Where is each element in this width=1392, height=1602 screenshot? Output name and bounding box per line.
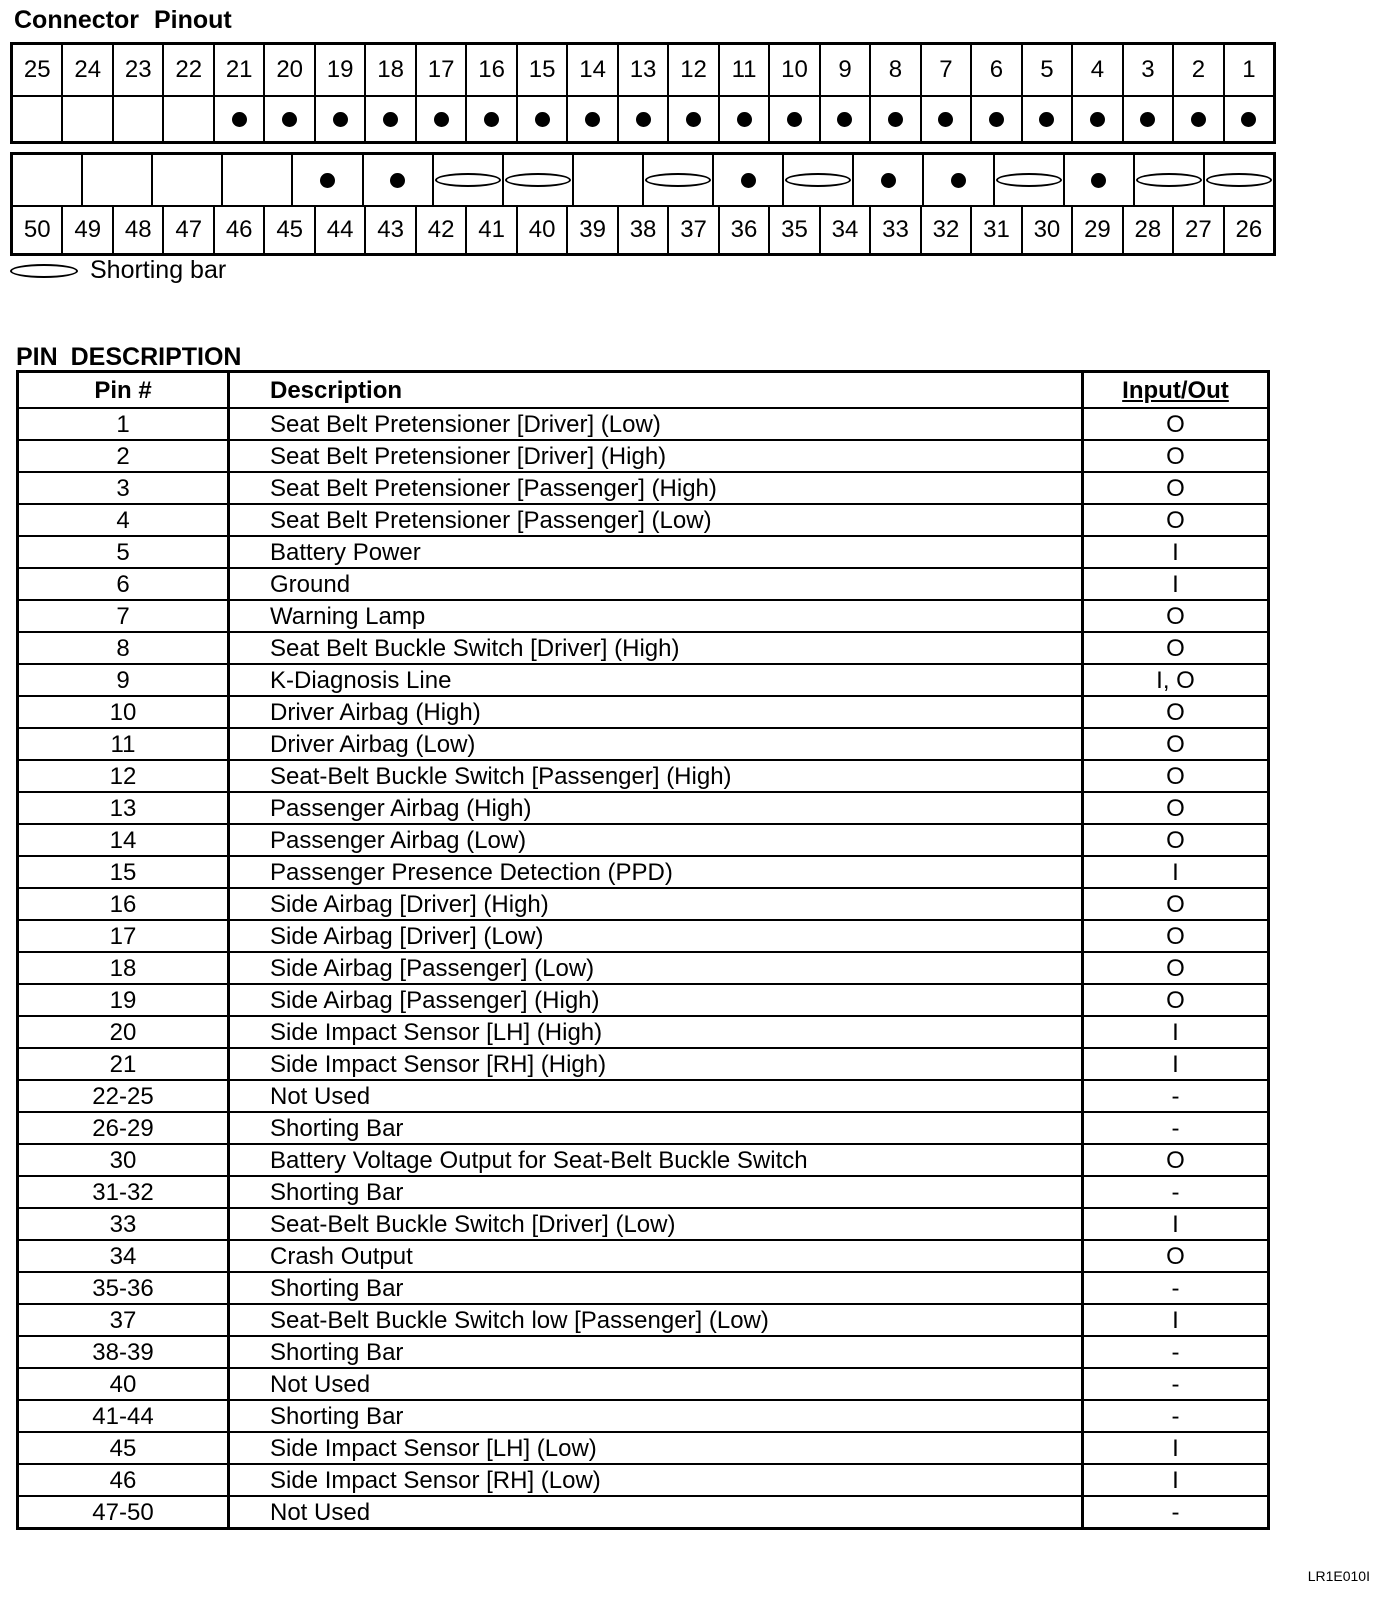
description-cell: Shorting Bar <box>229 1400 1083 1432</box>
pin-number: 23 <box>114 45 164 95</box>
shorting-bar-icon <box>435 173 501 187</box>
pin-number: 33 <box>871 207 921 253</box>
pin-dot-icon <box>881 173 896 188</box>
pin-cell: 31-32 <box>18 1176 229 1208</box>
shorting-bar-cell <box>1135 155 1205 205</box>
table-row <box>18 920 1269 952</box>
pin-number: 32 <box>922 207 972 253</box>
pin-number: 31 <box>972 207 1022 253</box>
pin-mark-cell <box>467 97 517 141</box>
io-cell: I <box>1083 536 1269 568</box>
pin-dot-icon <box>232 112 247 127</box>
pin-mark-cell <box>518 97 568 141</box>
table-body <box>18 408 1269 1529</box>
shorting-bar-legend <box>10 256 226 285</box>
pin-cell: 38-39 <box>18 1336 229 1368</box>
pin-number: 28 <box>1124 207 1174 253</box>
pin-dot-icon <box>585 112 600 127</box>
pin-number: 50 <box>13 207 63 253</box>
io-cell: I <box>1083 1464 1269 1496</box>
table-row <box>18 1464 1269 1496</box>
pin-cell: 12 <box>18 760 229 792</box>
pin-mark-cell <box>13 97 63 141</box>
table-row <box>18 1368 1269 1400</box>
pin-mark-cell <box>164 97 214 141</box>
pin-mark-cell <box>1225 97 1273 141</box>
pin-mark-cell <box>83 155 153 205</box>
pin-dot-icon <box>938 112 953 127</box>
pin-dot-icon <box>1090 112 1105 127</box>
table-row <box>18 1496 1269 1529</box>
pin-number: 5 <box>1023 45 1073 95</box>
io-cell: O <box>1083 1240 1269 1272</box>
description-cell: Shorting Bar <box>229 1176 1083 1208</box>
io-cell: O <box>1083 1144 1269 1176</box>
table-row <box>18 664 1269 696</box>
pin-cell: 9 <box>18 664 229 696</box>
description-cell: Ground <box>229 568 1083 600</box>
pin-dot-icon <box>787 112 802 127</box>
pin-mark-cell <box>1174 97 1224 141</box>
io-cell: O <box>1083 824 1269 856</box>
bottom-pin-marks <box>13 155 1273 207</box>
pin-number: 42 <box>417 207 467 253</box>
io-cell: I <box>1083 1432 1269 1464</box>
pin-dot-icon <box>837 112 852 127</box>
pin-number: 10 <box>770 45 820 95</box>
pin-mark-cell <box>854 155 924 205</box>
pin-description-title: PIN DESCRIPTION <box>16 343 242 371</box>
pin-dot-icon <box>888 112 903 127</box>
pin-dot-icon <box>1091 173 1106 188</box>
table-row <box>18 792 1269 824</box>
description-cell: Battery Voltage Output for Seat-Belt Buckle Switch <box>229 1144 1083 1176</box>
io-cell: - <box>1083 1080 1269 1112</box>
figure-code: LR1E010I <box>1307 1568 1370 1584</box>
table-row <box>18 440 1269 472</box>
pin-number: 29 <box>1073 207 1123 253</box>
pin-cell: 8 <box>18 632 229 664</box>
pin-number: 35 <box>770 207 820 253</box>
pin-dot-icon <box>390 173 405 188</box>
table-row <box>18 952 1269 984</box>
description-cell: Seat Belt Pretensioner [Driver] (High) <box>229 440 1083 472</box>
description-cell: Passenger Presence Detection (PPD) <box>229 856 1083 888</box>
pin-number: 26 <box>1235 216 1263 243</box>
pin-dot-icon <box>1039 112 1054 127</box>
io-cell: - <box>1083 1368 1269 1400</box>
table-row <box>18 1016 1269 1048</box>
io-cell: O <box>1083 440 1269 472</box>
table-row <box>18 1080 1269 1112</box>
pin-cell: 16 <box>18 888 229 920</box>
pin-mark-cell <box>619 97 669 141</box>
table-row <box>18 1400 1269 1432</box>
pin-mark-cell <box>364 155 434 205</box>
pin-cell: 7 <box>18 600 229 632</box>
top-pin-marks <box>13 97 1273 141</box>
io-cell: I, O <box>1083 664 1269 696</box>
pin-mark-cell <box>871 97 921 141</box>
pin-mark-cell <box>366 97 416 141</box>
io-cell: I <box>1083 1016 1269 1048</box>
description-cell: Shorting Bar <box>229 1272 1083 1304</box>
pin-cell: 41-44 <box>18 1400 229 1432</box>
shorting-bar-cell <box>644 155 714 205</box>
description-cell: Side Airbag [Driver] (High) <box>229 888 1083 920</box>
pin-dot-icon <box>951 173 966 188</box>
io-cell: - <box>1083 1496 1269 1529</box>
pin-cell: 13 <box>18 792 229 824</box>
pin-cell: 26-29 <box>18 1112 229 1144</box>
pin-number: 47 <box>164 207 214 253</box>
pin-dot-icon <box>1140 112 1155 127</box>
pin-dot-icon <box>282 112 297 127</box>
table-row <box>18 504 1269 536</box>
table-header-row <box>18 372 1269 409</box>
table-row <box>18 1208 1269 1240</box>
header-input-output: Input/Out <box>1083 372 1269 409</box>
pin-number: 4 <box>1073 45 1123 95</box>
header-description: Description <box>229 372 1083 409</box>
pin-dot-icon <box>1241 112 1256 127</box>
shorting-bar-cell <box>504 155 574 205</box>
pin-number: 24 <box>63 45 113 95</box>
pin-number: 1 <box>1242 56 1256 83</box>
pin-mark-cell <box>568 97 618 141</box>
description-cell: Side Airbag [Passenger] (Low) <box>229 952 1083 984</box>
pin-number: 34 <box>821 207 871 253</box>
table-row <box>18 888 1269 920</box>
description-cell: Not Used <box>229 1080 1083 1112</box>
pin-dot-icon <box>320 173 335 188</box>
description-cell: Seat Belt Pretensioner [Driver] (Low) <box>229 408 1083 440</box>
pin-mark-cell <box>574 155 644 205</box>
pin-mark-cell <box>1124 97 1174 141</box>
pin-mark-cell <box>972 97 1022 141</box>
pin-cell: 33 <box>18 1208 229 1240</box>
pin-cell: 10 <box>18 696 229 728</box>
table-row <box>18 1336 1269 1368</box>
pin-cell: 45 <box>18 1432 229 1464</box>
description-cell: Seat Belt Pretensioner [Passenger] (Low) <box>229 504 1083 536</box>
pin-number: 13 <box>619 45 669 95</box>
description-cell: K-Diagnosis Line <box>229 664 1083 696</box>
pin-cell: 4 <box>18 504 229 536</box>
io-cell: O <box>1083 696 1269 728</box>
pin-cell: 22-25 <box>18 1080 229 1112</box>
pin-dot-icon <box>1191 112 1206 127</box>
table-row <box>18 856 1269 888</box>
description-cell: Not Used <box>229 1368 1083 1400</box>
connector-pinout-title: Connector Pinout <box>14 6 232 34</box>
io-cell: O <box>1083 760 1269 792</box>
pin-cell: 40 <box>18 1368 229 1400</box>
pin-cell: 37 <box>18 1304 229 1336</box>
pin-number: 16 <box>467 45 517 95</box>
pin-cell: 6 <box>18 568 229 600</box>
io-cell: - <box>1083 1336 1269 1368</box>
pin-cell: 46 <box>18 1464 229 1496</box>
pin-dot-icon <box>989 112 1004 127</box>
connector-top-row <box>10 42 1276 144</box>
pin-cell: 47-50 <box>18 1496 229 1529</box>
table-row <box>18 472 1269 504</box>
description-cell: Side Impact Sensor [LH] (High) <box>229 1016 1083 1048</box>
pin-number: 44 <box>316 207 366 253</box>
pin-dot-icon <box>741 173 756 188</box>
pin-number: 8 <box>871 45 921 95</box>
table-row <box>18 1304 1269 1336</box>
pin-mark-cell <box>714 155 784 205</box>
pin-cell: 18 <box>18 952 229 984</box>
pin-cell: 11 <box>18 728 229 760</box>
io-cell: O <box>1083 600 1269 632</box>
pin-cell: 1 <box>18 408 229 440</box>
pin-number: 27 <box>1174 207 1224 253</box>
io-cell: O <box>1083 792 1269 824</box>
description-cell: Seat-Belt Buckle Switch [Passenger] (High) <box>229 760 1083 792</box>
description-cell: Driver Airbag (Low) <box>229 728 1083 760</box>
shorting-bar-icon <box>1206 173 1272 187</box>
table-row <box>18 1432 1269 1464</box>
shorting-bar-icon <box>996 173 1062 187</box>
pin-number: 41 <box>467 207 517 253</box>
pin-number: 37 <box>669 207 719 253</box>
description-cell: Not Used <box>229 1496 1083 1529</box>
table-row <box>18 1240 1269 1272</box>
pin-dot-icon <box>535 112 550 127</box>
description-cell: Side Impact Sensor [RH] (Low) <box>229 1464 1083 1496</box>
pin-cell: 34 <box>18 1240 229 1272</box>
io-cell: O <box>1083 472 1269 504</box>
pin-number: 48 <box>114 207 164 253</box>
shorting-bar-cell <box>995 155 1065 205</box>
description-cell: Seat-Belt Buckle Switch low [Passenger] (Low) <box>229 1304 1083 1336</box>
description-cell: Driver Airbag (High) <box>229 696 1083 728</box>
description-cell: Side Airbag [Driver] (Low) <box>229 920 1083 952</box>
table-row <box>18 1048 1269 1080</box>
io-cell: O <box>1083 728 1269 760</box>
shorting-bar-cell <box>434 155 504 205</box>
pin-cell: 15 <box>18 856 229 888</box>
table-row <box>18 760 1269 792</box>
pin-dot-icon <box>484 112 499 127</box>
pin-dot-icon <box>333 112 348 127</box>
pin-number: 17 <box>417 45 467 95</box>
top-pin-numbers <box>13 45 1273 97</box>
pin-mark-cell <box>720 97 770 141</box>
description-cell: Seat Belt Pretensioner [Passenger] (High) <box>229 472 1083 504</box>
table-row <box>18 1272 1269 1304</box>
pin-mark-cell <box>922 97 972 141</box>
pin-dot-icon <box>636 112 651 127</box>
pin-mark-cell <box>1073 97 1123 141</box>
io-cell: O <box>1083 408 1269 440</box>
shorting-bar-icon <box>785 173 851 187</box>
pin-mark-cell <box>770 97 820 141</box>
pin-cell: 35-36 <box>18 1272 229 1304</box>
io-cell: - <box>1083 1272 1269 1304</box>
pin-number: 9 <box>821 45 871 95</box>
pin-number: 19 <box>316 45 366 95</box>
io-cell: I <box>1083 1208 1269 1240</box>
pin-number: 3 <box>1124 45 1174 95</box>
pin-mark-cell <box>669 97 719 141</box>
shorting-bar-cell <box>1205 155 1273 205</box>
io-cell: I <box>1083 1048 1269 1080</box>
pin-number: 45 <box>265 207 315 253</box>
description-cell: Crash Output <box>229 1240 1083 1272</box>
pin-number: 49 <box>63 207 113 253</box>
pin-number: 7 <box>922 45 972 95</box>
description-cell: Warning Lamp <box>229 600 1083 632</box>
shorting-bar-icon <box>645 173 711 187</box>
shorting-bar-icon <box>1136 173 1202 187</box>
table-row <box>18 536 1269 568</box>
io-cell: I <box>1083 856 1269 888</box>
io-cell: O <box>1083 504 1269 536</box>
pin-mark-cell <box>265 97 315 141</box>
pin-number: 15 <box>518 45 568 95</box>
pin-mark-cell <box>153 155 223 205</box>
pin-cell: 30 <box>18 1144 229 1176</box>
pin-cell: 14 <box>18 824 229 856</box>
table-row <box>18 1112 1269 1144</box>
pin-cell: 3 <box>18 472 229 504</box>
pin-number: 39 <box>568 207 618 253</box>
pin-cell: 2 <box>18 440 229 472</box>
pin-number: 18 <box>366 45 416 95</box>
pin-number: 21 <box>215 45 265 95</box>
io-cell: - <box>1083 1176 1269 1208</box>
pin-number: 14 <box>568 45 618 95</box>
pin-mark-cell <box>316 97 366 141</box>
io-cell: O <box>1083 984 1269 1016</box>
pin-number: 2 <box>1174 45 1224 95</box>
pin-mark-cell <box>293 155 363 205</box>
header-pin: Pin # <box>18 372 229 409</box>
shorting-bar-icon <box>10 264 78 278</box>
io-cell: - <box>1083 1400 1269 1432</box>
pin-number: 20 <box>265 45 315 95</box>
pin-number: 25 <box>13 45 63 95</box>
shorting-bar-cell <box>784 155 854 205</box>
table-row <box>18 568 1269 600</box>
connector-bottom-row <box>10 152 1276 256</box>
description-cell: Shorting Bar <box>229 1112 1083 1144</box>
pin-number: 12 <box>669 45 719 95</box>
pin-number: 40 <box>518 207 568 253</box>
pin-mark-cell <box>223 155 293 205</box>
pin-cell: 19 <box>18 984 229 1016</box>
pin-mark-cell <box>821 97 871 141</box>
description-cell: Passenger Airbag (Low) <box>229 824 1083 856</box>
pin-dot-icon <box>434 112 449 127</box>
table-row <box>18 600 1269 632</box>
description-cell: Side Impact Sensor [RH] (High) <box>229 1048 1083 1080</box>
table-row <box>18 696 1269 728</box>
pin-number: 36 <box>720 207 770 253</box>
io-cell: I <box>1083 568 1269 600</box>
io-cell: O <box>1083 952 1269 984</box>
table-row <box>18 632 1269 664</box>
pin-number: 38 <box>619 207 669 253</box>
io-cell: O <box>1083 920 1269 952</box>
shorting-bar-icon <box>505 173 571 187</box>
table-row <box>18 1176 1269 1208</box>
pin-mark-cell <box>1023 97 1073 141</box>
pin-mark-cell <box>417 97 467 141</box>
pin-number: 30 <box>1023 207 1073 253</box>
pin-mark-cell <box>114 97 164 141</box>
table-row <box>18 408 1269 440</box>
pin-cell: 5 <box>18 536 229 568</box>
description-cell: Battery Power <box>229 536 1083 568</box>
pin-mark-cell <box>215 97 265 141</box>
bottom-pin-numbers <box>13 207 1273 253</box>
pin-mark-cell <box>63 97 113 141</box>
pin-dot-icon <box>383 112 398 127</box>
pin-dot-icon <box>737 112 752 127</box>
io-cell: O <box>1083 888 1269 920</box>
io-cell: O <box>1083 632 1269 664</box>
table-row <box>18 1144 1269 1176</box>
pin-mark-cell <box>1065 155 1135 205</box>
description-cell: Seat-Belt Buckle Switch [Driver] (Low) <box>229 1208 1083 1240</box>
table-row <box>18 824 1269 856</box>
pin-dot-icon <box>686 112 701 127</box>
description-cell: Side Impact Sensor [LH] (Low) <box>229 1432 1083 1464</box>
pin-description-table <box>16 370 1270 1530</box>
legend-label: Shorting bar <box>90 256 227 284</box>
io-cell: - <box>1083 1112 1269 1144</box>
pin-number: 46 <box>215 207 265 253</box>
pin-number: 43 <box>366 207 416 253</box>
pin-number: 6 <box>972 45 1022 95</box>
table-row <box>18 728 1269 760</box>
description-cell: Shorting Bar <box>229 1336 1083 1368</box>
pin-cell: 17 <box>18 920 229 952</box>
description-cell: Side Airbag [Passenger] (High) <box>229 984 1083 1016</box>
pin-mark-cell <box>924 155 994 205</box>
pin-mark-cell <box>13 155 83 205</box>
io-cell: I <box>1083 1304 1269 1336</box>
pin-cell: 20 <box>18 1016 229 1048</box>
description-cell: Passenger Airbag (High) <box>229 792 1083 824</box>
pin-number: 22 <box>164 45 214 95</box>
pin-number: 11 <box>720 45 770 95</box>
table-row <box>18 984 1269 1016</box>
description-cell: Seat Belt Buckle Switch [Driver] (High) <box>229 632 1083 664</box>
pin-cell: 21 <box>18 1048 229 1080</box>
